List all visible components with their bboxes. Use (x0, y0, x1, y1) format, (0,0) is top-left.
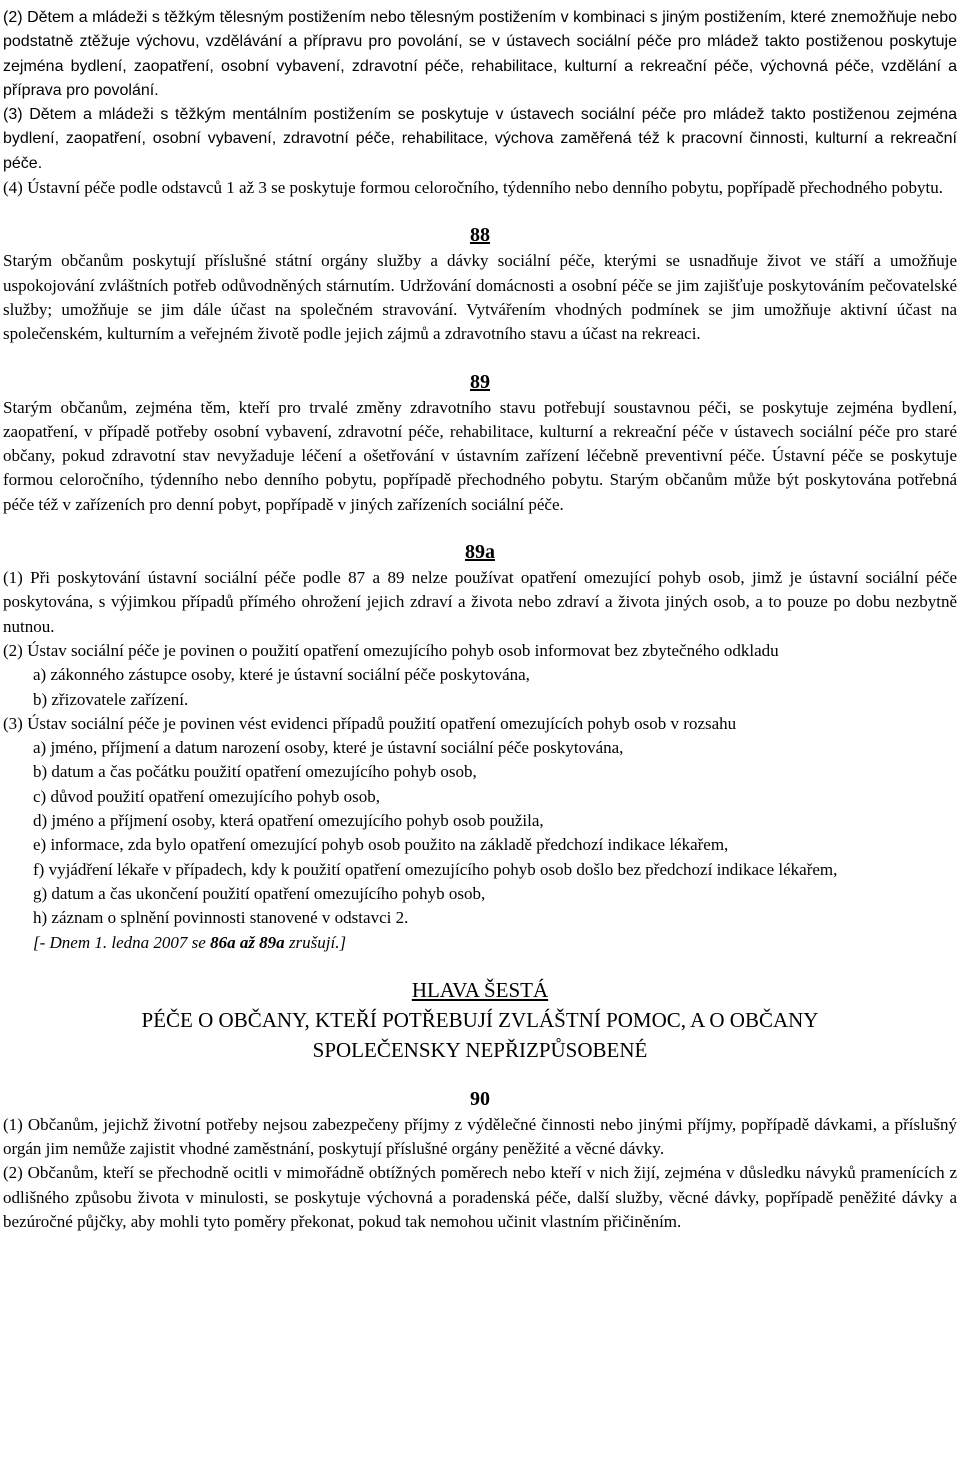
list-item: d) jméno a příjmení osoby, která opatření omezujícího pohyb osob použila, (33, 811, 544, 831)
list-item: a) zákonného zástupce osoby, které je ústavní sociální péče poskytována, (33, 665, 530, 685)
paragraph-87-3: (3) Dětem a mládeži s těžkým mentálním postižením se poskytuje v ústavech sociální péče pro mládež takto postiženou zejména bydlení, zaopatření, osobní vybavení, zdravotní péče, rehabilitace, výchova zaměřená též k pracovní činnosti, kulturní a rekreační péče. (3, 106, 957, 172)
section-90-para-2: (2) Občanům, kteří se přechodně ocitli v mimořádně obtížných poměrech nebo kteří v nich žijí, zejména v důsledku návyků pramenících z odlišného způsobu života v minulosti, se poskytuje výchovná a poradenská péče, další služby, věcné dávky, popřípadě peněžité dávky a bezúročné půjčky, aby mohli tyto poměry překonat, pokud tak nemohou učinit vlastním přičiněním. (3, 1163, 957, 1231)
list-item: a) jméno, příjmení a datum narození osoby, které je ústavní sociální péče poskytována, (33, 738, 624, 758)
section-89a-para-1: (1) Při poskytování ústavní sociální péče podle 87 a 89 nelze používat opatření omezující pohyb osob, jimž je ústavní sociální péče poskytována, s výjimkou případů přímého ohrožení jejich zdraví a života nebo zdraví a života jiných osob, a to pouze po dobu nezbytně nutnou. (3, 568, 957, 636)
section-90-para-1: (1) Občanům, jejichž životní potřeby nejsou zabezpečeny příjmy z výdělečné činnosti nebo jinými příjmy, popřípadě dávkami, a příslušný orgán jim nemůže zajistit vhodné zaměstnání, poskytují příslušné orgány peněžité a věcné dávky. (3, 1114, 957, 1159)
chapter-label: HLAVA ŠESTÁ (411, 977, 549, 1002)
chapter-title-line-2: SPOLEČENSKY NEPŘIZPŮSOBENÉ (312, 1037, 648, 1062)
list-item: b) zřizovatele zařízení. (33, 689, 189, 709)
list-item: e) informace, zda bylo opatření omezující pohyb osob použito na základě předchozí indikace lékařem, (33, 835, 729, 855)
paragraph-87-4: (4) Ústavní péče podle odstavců 1 až 3 se poskytuje formou celoročního, týdenního nebo denního pobytu, popřípadě přechodného pobytu. (3, 178, 943, 198)
section-heading-90: 90 (470, 1087, 490, 1110)
paragraph-87-2: (2) Dětem a mládeži s těžkým tělesným postižením nebo tělesným postižením v kombinaci s jiným postižením, které znemožňuje nebo podstatně ztěžuje výchovu, vzdělávání a přípravu pro povolání, se v ústavech sociální péče pro mládež takto postiženou poskytuje zejména bydlení, zaopatření, osobní vybavení, zdravotní péče, rehabilitace, kulturní a rekreační péče, výchovná péče, vzdělání a příprava pro povolání. (3, 9, 957, 99)
section-89-text: Starým občanům, zejména těm, kteří pro trvalé změny zdravotního stavu potřebují soustavnou péči, se poskytuje zejména bydlení, zaopatření, v případě potřeby osobní vybavení, zdravotní péče, rehabilitace, kulturní a rekreační péče v ústavech sociální péče pro staré občany, pokud zdravotní stav nevyžaduje léčení a ošetřování v ústavním zařízení léčebně preventivní péče. Ústavní péče se poskytuje formou celoročního, týdenního nebo denního pobytu, popřípadě přechodného pobytu. Starým občanům může být poskytována potřebná péče též v zařízeních pro denní pobyt, popřípadě v jiných zařízeních sociální péče. (3, 397, 957, 514)
repeal-note: [- Dnem 1. ledna 2007 se 86a až 89a zrušují.] (33, 932, 347, 952)
list-item: f) vyjádření lékaře v případech, kdy k použití opatření omezujícího pohyb osob došlo bez předchozí indikace lékařem, (33, 859, 838, 879)
list-item: h) záznam o splnění povinnosti stanovené v odstavci 2. (33, 908, 409, 928)
section-heading-89a: 89a (465, 541, 495, 564)
list-item: g) datum a čas ukončení použití opatření omezujícího pohyb osob, (33, 883, 486, 903)
list-item: b) datum a čas počátku použití opatření omezujícího pohyb osob, (33, 762, 477, 782)
chapter-title-line-1: PÉČE O OBČANY, KTEŘÍ POTŘEBUJÍ ZVLÁŠTNÍ POMOC, A O OBČANY (141, 1007, 819, 1032)
list-item: c) důvod použití opatření omezujícího pohyb osob, (33, 786, 381, 806)
section-89a-para-2: (2) Ústav sociální péče je povinen o použití opatření omezujícího pohyb osob informovat bez zbytečného odkladu (3, 640, 779, 660)
section-heading-89: 89 (470, 370, 490, 393)
section-88-text: Starým občanům poskytují příslušné státní orgány služby a dávky sociální péče, kterými se usnadňuje život ve stáří a umožňuje uspokojování zvláštních potřeb odůvodněných stárnutím. Udržování domácnosti a osobní péče se jim zajišťuje poskytováním pečovatelské služby; umožňuje se jim dále účast na společném stravování. Vytvářením vhodných podmínek se jim umožňuje aktivní účast na společenském, kulturním a veřejném životě podle jejich zájmů a zdravotního stavu a účast na rekreaci. (3, 251, 957, 344)
section-89a-para-3: (3) Ústav sociální péče je povinen vést evidenci případů použití opatření omezujících pohyb osob v rozsahu (3, 713, 737, 733)
section-heading-88: 88 (470, 224, 490, 247)
